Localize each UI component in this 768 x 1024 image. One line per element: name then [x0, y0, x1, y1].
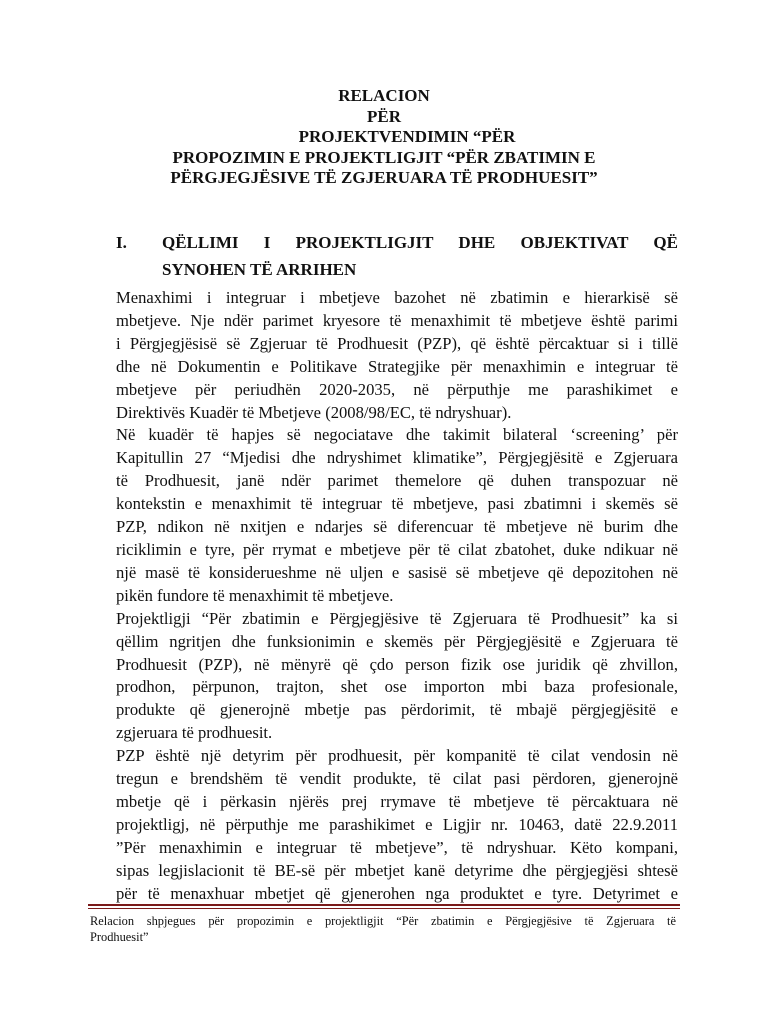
title-line-4: PROPOZIMIN E PROJEKTLIGJIT “PËR ZBATIMIN E	[172, 147, 596, 167]
footer-divider-thin	[88, 908, 680, 909]
body-line: për të menaxhuar mbetjet që gjenerohen nga produktet e tyre. Detyrimet e	[116, 883, 678, 903]
title-line-5: PËRGJEGJËSIVE TË ZGJERUARA TË PRODHUESIT”	[170, 168, 598, 187]
body-line: pikën fundore të menaxhimit të mbetjeve.	[116, 585, 394, 605]
body-line: mbetje që i përkasin njërës prej rrymave të mbetjeve të përcaktuara në	[116, 791, 678, 811]
body-line: sipas legjislacionit të BE-së për mbetjet kanë detyrime dhe përgjegjësi shtesë	[116, 860, 678, 880]
body-line: dhe në Dokumentin e Politikave Strategjike për menaxhimin e integruar të	[116, 356, 678, 376]
footer-divider-thick	[88, 904, 680, 906]
body-line: zgjeruara të prodhuesit.	[116, 723, 273, 743]
body-line: projektligj, në përputhje me parashikimet e Ligjir nr. 10463, datë 22.9.2011	[116, 814, 678, 834]
body-line: Direktivës Kuadër të Mbetjeve (2008/98/EC, të ndryshuar).	[116, 402, 512, 422]
document-title	[100, 86, 668, 189]
body-line: një masë të konsiderueshme në uljen e sasisë së mbetjeve që depozitohen në	[116, 562, 678, 582]
body-line: riciklimin e tyre, për rrymat e mbetjeve për të cilat zbatohet, duke ndikuar në	[116, 539, 678, 559]
footer-line-2: Prodhuesit”	[90, 930, 149, 944]
footer-line-1: Relacion shpjegues për propozimin e projektligjit “Për zbatimin e Përgjegjësive të Zgjeruara të	[90, 914, 676, 928]
body-line: Menaxhimi i integruar i mbetjeve bazohet në zbatimin e hierarkisë së	[116, 288, 678, 307]
title-line-3: PROJEKTVENDIMIN “PËR	[298, 127, 516, 146]
body-line: PZP, ndikon në nxitjen e ndarjes së diferencuar të mbetjeve në burim dhe	[116, 517, 678, 537]
body-line: produkte që gjenerojnë mbetje pas përdorimit, të mbajë përgjegjësitë e	[116, 700, 678, 720]
section-number: I.	[116, 233, 127, 252]
body-line: ”Për menaxhimin e integruar të mbetjeve”, të ndryshuar. Këto kompani,	[116, 837, 678, 857]
section-heading-text	[162, 229, 678, 283]
body-line: i Përgjegjësisë së Zgjeruar të Prodhuesit (PZP), që është përcaktuar si i tillë	[116, 333, 678, 353]
body-line: Projektligji “Për zbatimin e Përgjegjësive të Zgjeruara të Prodhuesit” ka si	[116, 608, 678, 628]
body-line: qëllim ngritjen dhe funksionimin e skemës për Përgjegjësitë e Zgjeruara të	[116, 631, 678, 651]
body-line: mbetjeve. Nje ndër parimet kryesore të menaxhimit të mbetjeve është parimi	[116, 310, 678, 330]
title-line-1: RELACION	[338, 86, 430, 105]
body-line: Prodhuesit (PZP), në mënyrë që çdo person fizik ose juridik që zhvillon,	[116, 654, 678, 674]
body-line: Kapitullin 27 “Mjedisi dhe ndryshimet klimatike”, Përgjegjësitë e Zgjeruara	[116, 448, 678, 468]
title-line-2: PËR	[367, 106, 401, 126]
body-line: kontekstin e menaxhimit të integruar të mbetjeve, pasi zbatimni i skemës së	[116, 494, 678, 514]
body-line: PZP është një detyrim për prodhuesit, për kompanitë të cilat vendosin në	[116, 746, 678, 766]
body-line: Në kuadër të hapjes së negociatave dhe takimit bilateral ‘screening’ për	[116, 425, 678, 445]
body-text	[116, 287, 678, 905]
body-line: të Prodhuesit, janë ndër parimet themelore që duhen transpozuar në	[116, 471, 678, 491]
section-heading-line-2: SYNOHEN TË ARRIHEN	[162, 260, 357, 279]
body-line: mbetjeve për periudhën 2020-2035, në përputhje me parashikimet e	[116, 379, 678, 399]
body-line: prodhon, përpunon, trajton, shet ose importon mbi baza profesionale,	[116, 677, 678, 697]
body-line: tregun e brendshëm të vendit produkte, të cilat pasi përdoren, gjenerojnë	[116, 769, 678, 789]
section-heading-line-1: QËLLIMI I PROJEKTLIGJIT DHE OBJEKTIVAT QË	[162, 233, 678, 252]
page-footer	[90, 913, 676, 945]
